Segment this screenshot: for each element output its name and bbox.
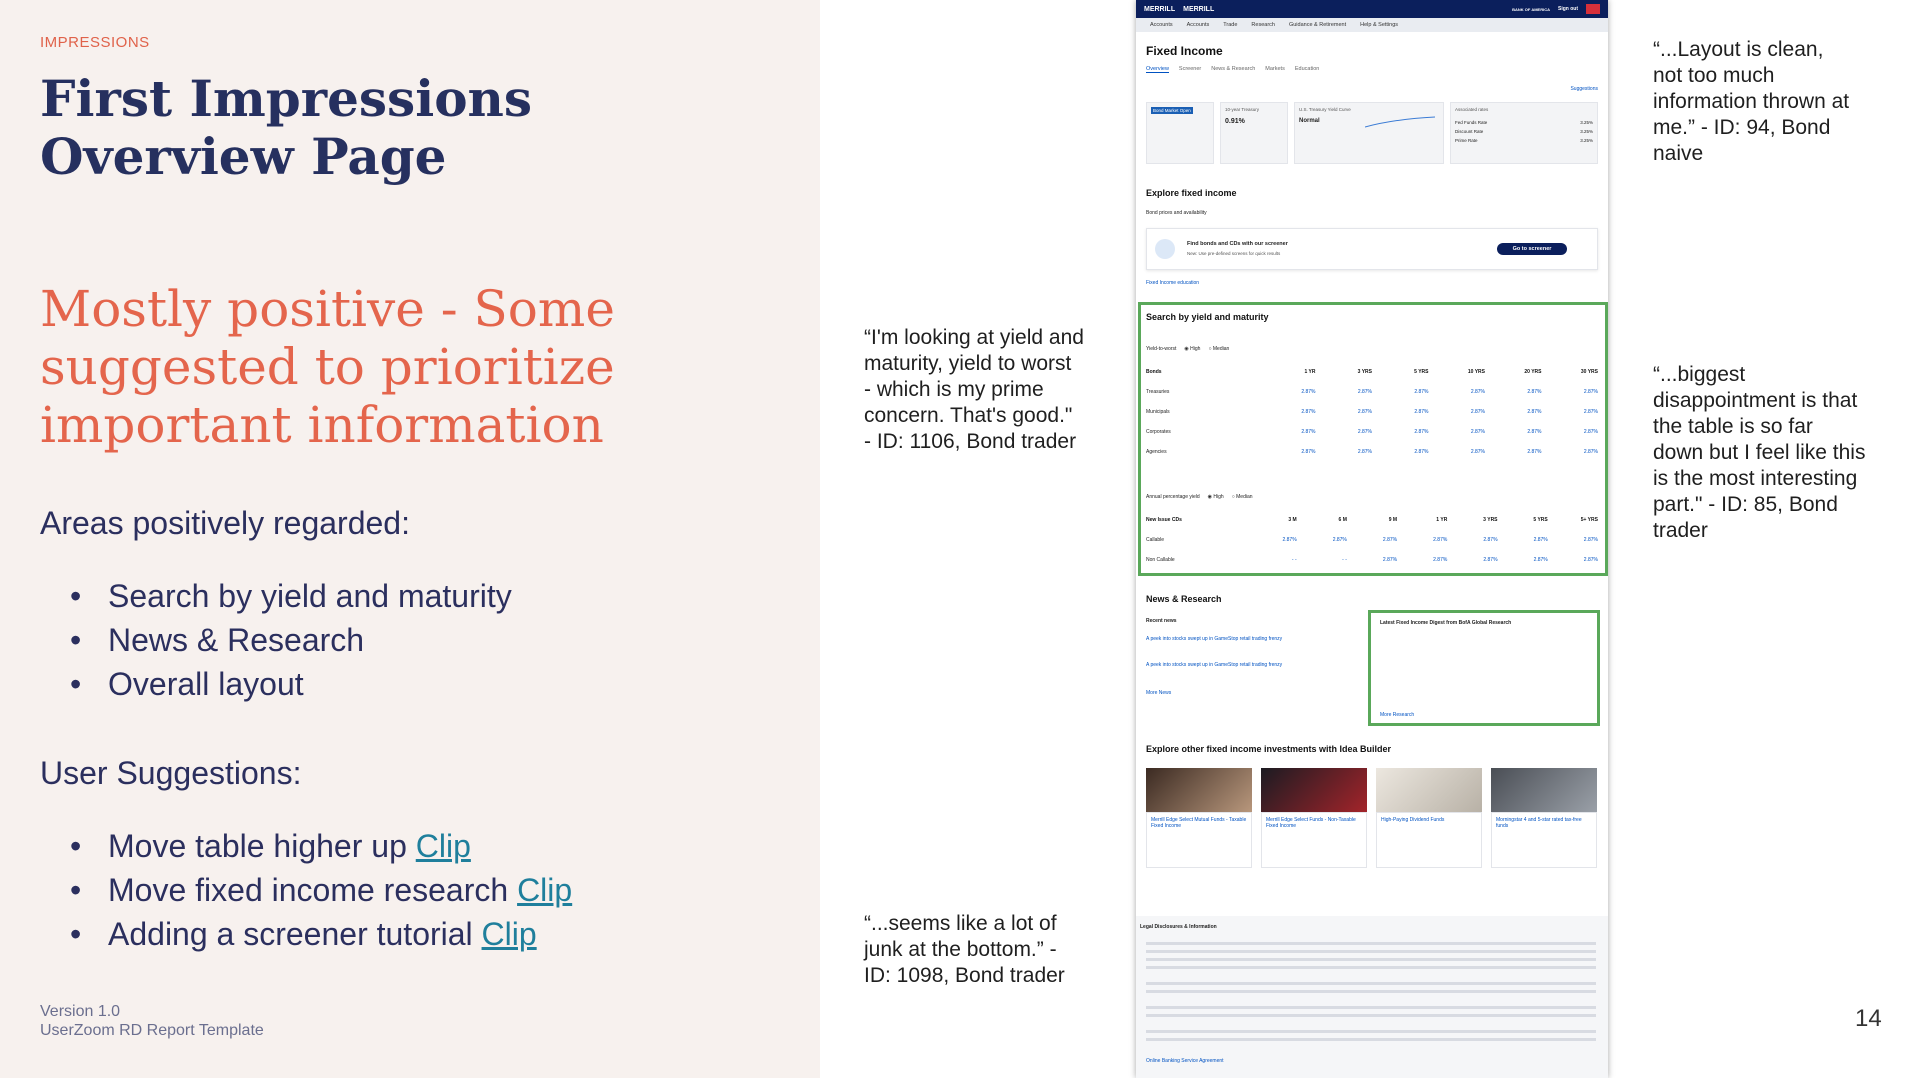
yield-cell[interactable]: 2.87% xyxy=(1583,537,1598,543)
yield-cell[interactable]: 2.87% xyxy=(1470,389,1485,395)
site-nav xyxy=(1136,18,1608,32)
explore-dropdown[interactable]: Bond prices and availability xyxy=(1146,210,1207,216)
legal-link[interactable]: Online Banking Service Agreement xyxy=(1146,1058,1224,1064)
title-line-2: Overview Page xyxy=(40,127,447,186)
quote-1098: “...seems like a lot of junk at the bottom.” - ID: 1098, Bond trader xyxy=(864,912,1065,987)
menu-badge[interactable] xyxy=(1586,4,1600,14)
clip-link[interactable]: Clip xyxy=(517,872,573,908)
yield-cell[interactable]: 2.87% xyxy=(1414,389,1429,395)
yield-cell[interactable]: 2.87% xyxy=(1357,449,1372,455)
column-header: 9 M xyxy=(1388,517,1398,523)
suggestions-heading: User Suggestions: xyxy=(40,755,302,791)
cd-table xyxy=(1146,510,1598,570)
search-title: Search by yield and maturity xyxy=(1146,312,1269,322)
rate-row: Prime Rate 3.25% xyxy=(1455,138,1593,143)
screener-text: Find bonds and CDs with our screener xyxy=(1187,241,1288,247)
yield-cell[interactable]: 2.87% xyxy=(1527,389,1542,395)
suggestion-text: Move table higher up xyxy=(108,828,407,864)
yield-cell[interactable]: 2.87% xyxy=(1301,409,1316,415)
nav-item[interactable]: Help & Settings xyxy=(1360,22,1399,28)
tab-education[interactable]: Education xyxy=(1294,66,1320,72)
ytw-toggle: Yield-to-worst ◉ High ○ Median xyxy=(1146,346,1230,352)
market-badge: Bond Market Open xyxy=(1153,108,1191,113)
yield-cell[interactable]: 2.87% xyxy=(1382,537,1398,543)
digest-title: Latest Fixed Income Digest from BofA Global Research xyxy=(1380,620,1512,626)
tab-screener[interactable]: Screener xyxy=(1178,66,1202,72)
yield-cell[interactable]: - - xyxy=(1342,557,1347,563)
more-news-link[interactable]: More News xyxy=(1146,690,1172,696)
treasury-card xyxy=(1220,102,1288,164)
column-header: 3 YRS xyxy=(1357,369,1372,375)
column-header: 1 YR xyxy=(1436,517,1448,523)
bank-logo: BANK OF AMERICA xyxy=(1512,6,1550,12)
suggestion-text: Move fixed income research xyxy=(108,872,509,908)
screener-sub: New: Use pre-defined screens for quick results xyxy=(1187,251,1281,256)
nav-item[interactable]: Guidance & Retirement xyxy=(1288,22,1347,28)
site-tabs xyxy=(1146,66,1319,73)
screener-promo xyxy=(1146,228,1598,270)
idea-image xyxy=(1261,768,1367,812)
yield-cell[interactable]: 2.87% xyxy=(1483,557,1498,563)
yield-cell[interactable]: 2.87% xyxy=(1433,537,1448,543)
table-row xyxy=(1146,550,1598,570)
clip-link[interactable]: Clip xyxy=(481,916,537,952)
idea-title: Explore other fixed income investments with Idea Builder xyxy=(1146,744,1392,754)
clip-link[interactable]: Clip xyxy=(415,828,471,864)
idea-image xyxy=(1491,768,1597,812)
positive-heading: Areas positively regarded: xyxy=(40,505,410,541)
column-header: New Issue CDs xyxy=(1146,517,1182,523)
footer xyxy=(40,1002,264,1040)
tab-overview[interactable]: Overview xyxy=(1146,66,1169,72)
yield-curve-sparkline-icon xyxy=(1365,115,1435,129)
rates-card xyxy=(1450,102,1598,164)
idea-card[interactable]: Merrill Edge Select Mutual Funds - Taxable Fixed Income xyxy=(1146,812,1252,868)
column-header: 5 YRS xyxy=(1533,517,1548,523)
yield-cell[interactable]: 2.87% xyxy=(1533,537,1548,543)
site-header xyxy=(1136,0,1608,18)
yield-cell[interactable]: 2.87% xyxy=(1483,537,1498,543)
yield-cell[interactable]: 2.87% xyxy=(1583,557,1598,563)
table-row xyxy=(1146,402,1598,422)
list-item xyxy=(68,868,572,912)
yield-cell[interactable]: 2.87% xyxy=(1583,409,1598,415)
brand-logo: MERRILL xyxy=(1144,5,1176,13)
footer-version: Version 1.0 xyxy=(40,1003,121,1020)
treasury-label: 10-year Treasury xyxy=(1225,107,1260,112)
yield-cell[interactable]: 2.87% xyxy=(1533,557,1548,563)
list-item: • News & Research xyxy=(68,618,512,662)
headline: Mostly positive - Some suggested to prioritize important information xyxy=(40,280,615,454)
yield-cell[interactable]: - - xyxy=(1291,557,1297,563)
yield-cell[interactable]: 2.87% xyxy=(1527,409,1542,415)
left-panel xyxy=(0,0,820,1078)
page-title xyxy=(40,70,532,186)
yield-curve-label: U.S. Treasury Yield Curve xyxy=(1299,107,1351,112)
yield-cell[interactable]: 2.87% xyxy=(1357,429,1372,435)
row-label: Corporates xyxy=(1146,429,1171,435)
rate-row: Discount Rate 3.25% xyxy=(1455,129,1593,134)
yield-cell[interactable]: 2.87% xyxy=(1414,449,1429,455)
yield-cell[interactable]: 2.87% xyxy=(1301,429,1316,435)
row-label: Callable xyxy=(1146,537,1165,543)
yield-cell[interactable]: 2.87% xyxy=(1357,389,1372,395)
recent-news-label: Recent news xyxy=(1146,618,1177,624)
brand-logo: MERRILL xyxy=(1183,5,1215,13)
row-label: Treasuries xyxy=(1146,389,1170,395)
yield-cell[interactable]: 2.87% xyxy=(1301,449,1316,455)
market-status-card xyxy=(1146,102,1214,164)
list-item: • Search by yield and maturity xyxy=(68,574,512,618)
column-header: Bonds xyxy=(1146,369,1162,375)
yield-cell[interactable]: 2.87% xyxy=(1527,449,1542,455)
quote-1106: “I'm looking at yield and maturity, yield to worst - which is my prime concern. That's good." - ID: 1106, Bond trader xyxy=(864,326,1084,453)
idea-card[interactable]: High-Paying Dividend Funds xyxy=(1376,812,1482,868)
website-screenshot xyxy=(1136,0,1608,1078)
table-header xyxy=(1146,510,1598,530)
nav-item[interactable]: Accounts xyxy=(1186,22,1210,28)
table-row xyxy=(1146,530,1598,550)
eyebrow: IMPRESSIONS xyxy=(40,34,150,51)
yield-cell[interactable]: 2.87% xyxy=(1414,429,1429,435)
more-research-link[interactable]: More Research xyxy=(1380,712,1415,718)
yield-curve-value: Normal xyxy=(1299,118,1320,124)
idea-card[interactable]: Morningstar 4 and 5-star rated tax-free funds xyxy=(1491,812,1597,868)
yield-cell[interactable]: 2.87% xyxy=(1583,389,1598,395)
yield-cell[interactable]: 2.87% xyxy=(1332,537,1347,543)
nav-item[interactable]: Accounts xyxy=(1150,22,1173,28)
nav-item[interactable]: Trade xyxy=(1223,22,1238,28)
list-item: • Overall layout xyxy=(68,662,512,706)
column-header: 20 YRS xyxy=(1524,369,1542,375)
nav-item[interactable]: Research xyxy=(1251,22,1275,28)
edu-link[interactable]: Fixed Income education xyxy=(1146,280,1200,286)
table-header xyxy=(1146,362,1598,382)
column-header: 3 YRS xyxy=(1483,517,1498,523)
suggestion-text: Adding a screener tutorial xyxy=(108,916,473,952)
news-link[interactable]: A peek into stocks swept up in GameStop retail trading frenzy xyxy=(1146,636,1283,642)
yield-cell[interactable]: 2.87% xyxy=(1301,389,1316,395)
suggestions-link[interactable]: Suggestions xyxy=(1570,86,1598,92)
radio-median[interactable]: ○ Median xyxy=(1208,346,1230,352)
news-link[interactable]: A peek into stocks swept up in GameStop retail trading frenzy xyxy=(1146,662,1283,668)
title-line-1: First Impressions xyxy=(40,69,533,128)
column-header: 3 M xyxy=(1288,517,1297,523)
news-title: News & Research xyxy=(1146,594,1222,604)
row-label: Agencies xyxy=(1146,449,1167,455)
column-header: 10 YRS xyxy=(1467,369,1485,375)
table-row xyxy=(1146,422,1598,442)
yield-cell[interactable]: 2.87% xyxy=(1382,557,1398,563)
radio-high[interactable]: ◉ High xyxy=(1184,346,1201,352)
page-number: 14 xyxy=(1855,1005,1882,1032)
column-header: 5 YRS xyxy=(1414,369,1429,375)
column-header: 6 M xyxy=(1338,517,1347,523)
site-title: Fixed Income xyxy=(1146,44,1223,58)
yield-cell[interactable]: 2.87% xyxy=(1414,409,1429,415)
row-label: Non Callable xyxy=(1146,557,1175,563)
yield-cell[interactable]: 2.87% xyxy=(1470,429,1485,435)
suggestions-list xyxy=(68,824,572,956)
yield-curve-card xyxy=(1294,102,1444,164)
list-item xyxy=(68,912,572,956)
idea-image xyxy=(1376,768,1482,812)
list-item xyxy=(68,824,572,868)
legal-section xyxy=(1136,916,1608,1078)
table-row xyxy=(1146,442,1598,462)
rates-label: Associated rates xyxy=(1455,107,1489,112)
footer-template: UserZoom RD Report Template xyxy=(40,1022,264,1039)
yield-cell[interactable]: 2.87% xyxy=(1282,537,1297,543)
column-header: 5+ YRS xyxy=(1580,517,1598,523)
tab-markets[interactable]: Markets xyxy=(1265,66,1285,72)
yield-cell[interactable]: 2.87% xyxy=(1470,449,1485,455)
explore-title: Explore fixed income xyxy=(1146,188,1237,198)
bonds-table xyxy=(1146,362,1598,462)
rate-row: Fed Funds Rate 3.25% xyxy=(1455,120,1593,125)
radio-high[interactable]: ◉ High xyxy=(1207,494,1224,500)
table-row xyxy=(1146,382,1598,402)
apy-toggle: Annual percentage yield ◉ High ○ Median xyxy=(1146,494,1253,500)
legal-title: Legal Disclosures & Information xyxy=(1140,924,1217,930)
quote-85: “...biggest disappointment is that the table is so far down but I feel like this is the most interesting part." - ID: 85, Bond trader xyxy=(1653,363,1866,542)
positive-list xyxy=(68,574,512,706)
yield-cell[interactable]: 2.87% xyxy=(1527,429,1542,435)
yield-cell[interactable]: 2.87% xyxy=(1583,429,1598,435)
idea-image xyxy=(1146,768,1252,812)
row-label: Municipals xyxy=(1146,409,1170,415)
quote-94: “...Layout is clean, not too much information thrown at me.” - ID: 94, Bond naive xyxy=(1653,38,1850,165)
column-header: 1 YR xyxy=(1304,369,1316,375)
yield-cell[interactable]: 2.87% xyxy=(1470,409,1485,415)
yield-cell[interactable]: 2.87% xyxy=(1583,449,1598,455)
yield-cell[interactable]: 2.87% xyxy=(1357,409,1372,415)
treasury-value: 0.91% xyxy=(1225,118,1245,125)
screener-icon xyxy=(1155,239,1175,259)
go-to-screener-button[interactable]: Go to screener xyxy=(1497,243,1567,255)
column-header: 30 YRS xyxy=(1580,369,1598,375)
idea-card[interactable]: Merrill Edge Select Funds - Non-Taxable Fixed Income xyxy=(1261,812,1367,868)
tab-news[interactable]: News & Research xyxy=(1211,66,1256,72)
signout-link[interactable]: Sign out xyxy=(1558,6,1578,12)
radio-median[interactable]: ○ Median xyxy=(1231,494,1253,500)
yield-cell[interactable]: 2.87% xyxy=(1433,557,1448,563)
digest-highlight xyxy=(1368,610,1600,726)
